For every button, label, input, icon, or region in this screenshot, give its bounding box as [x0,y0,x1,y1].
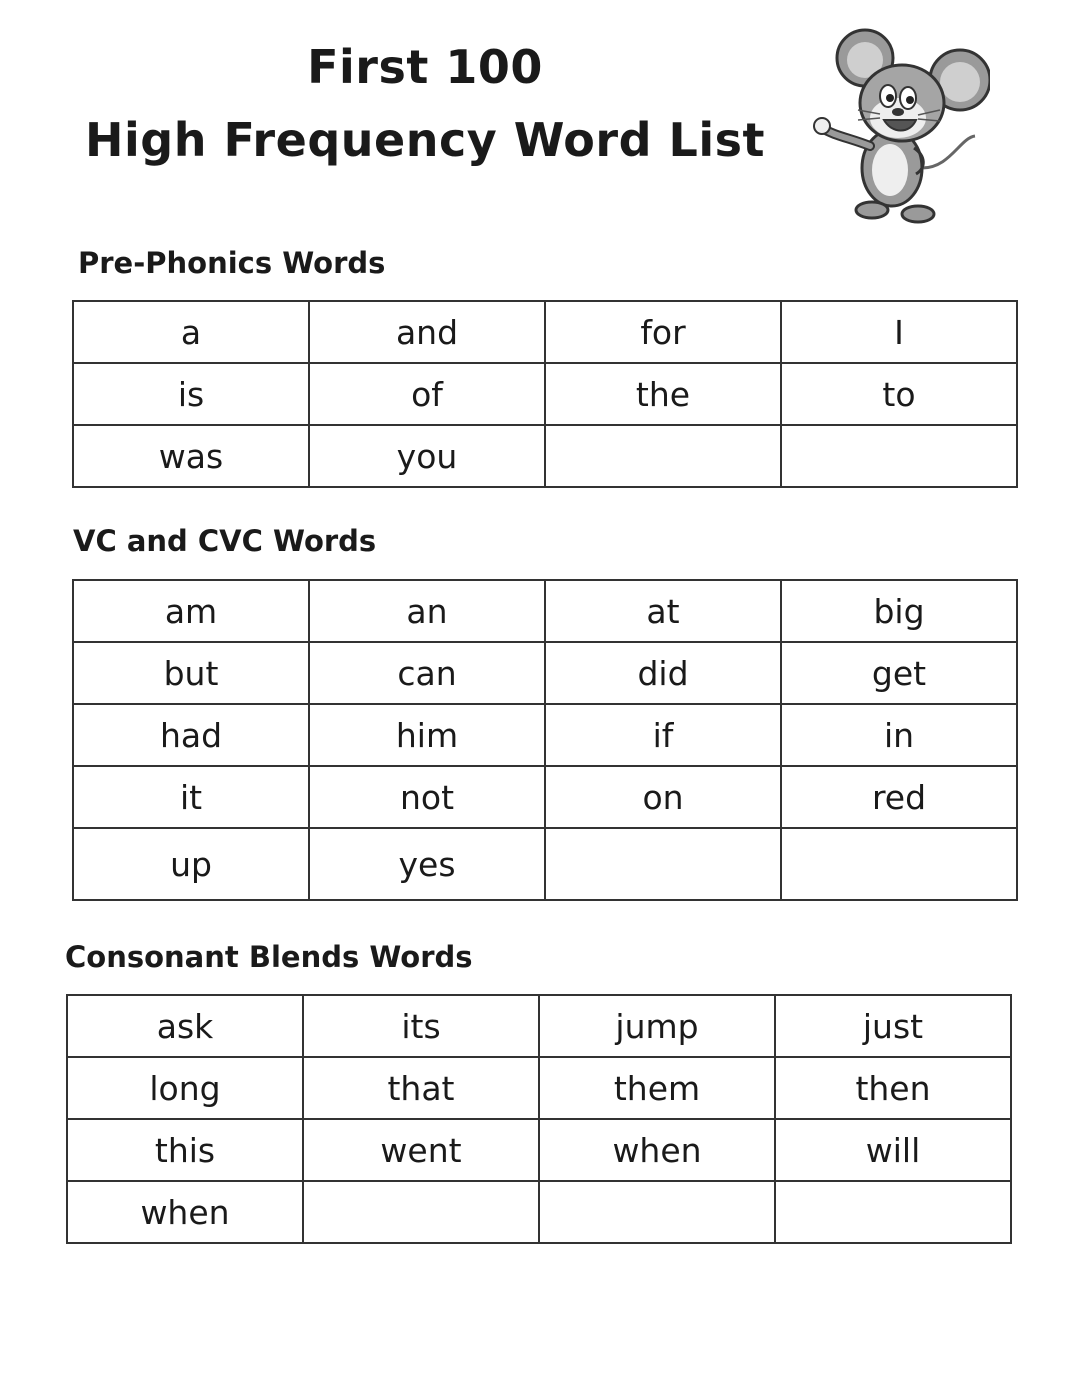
word-cell: went [303,1119,539,1181]
word-cell: up [73,828,309,900]
table-row [73,766,1017,828]
word-cell: a [73,301,309,363]
word-cell: when [539,1119,775,1181]
word-cell: them [539,1057,775,1119]
word-cell: had [73,704,309,766]
section-heading-vc-cvc: VC and CVC Words [73,524,377,558]
section-heading-consonant-blends: Consonant Blends Words [65,940,473,974]
word-table-pre-phonics [72,300,1018,488]
table-row [67,1057,1011,1119]
word-cell [545,828,781,900]
table-row [67,995,1011,1057]
word-cell: ask [67,995,303,1057]
page-title-line-2: High Frequency Word List [85,113,765,167]
word-cell: jump [539,995,775,1057]
word-cell: just [775,995,1011,1057]
word-table-vc-cvc [72,579,1018,901]
word-cell: the [545,363,781,425]
word-cell: in [781,704,1017,766]
word-cell [303,1181,539,1243]
word-cell: but [73,642,309,704]
word-cell: I [781,301,1017,363]
word-cell: long [67,1057,303,1119]
word-cell: its [303,995,539,1057]
section-heading-pre-phonics: Pre-Phonics Words [78,246,386,280]
word-cell: this [67,1119,303,1181]
word-cell [545,425,781,487]
word-cell [781,828,1017,900]
table-row [73,642,1017,704]
word-cell: of [309,363,545,425]
word-cell: then [775,1057,1011,1119]
word-cell: to [781,363,1017,425]
word-cell [781,425,1017,487]
page-title-line-1: First 100 [307,40,543,94]
word-cell: when [67,1181,303,1243]
word-cell: that [303,1057,539,1119]
word-cell: on [545,766,781,828]
word-cell: big [781,580,1017,642]
table-row [73,828,1017,900]
table-row [67,1181,1011,1243]
word-cell: not [309,766,545,828]
word-cell: for [545,301,781,363]
word-cell: red [781,766,1017,828]
word-cell [775,1181,1011,1243]
word-cell: you [309,425,545,487]
word-cell: an [309,580,545,642]
word-cell: was [73,425,309,487]
table-row [67,1119,1011,1181]
word-cell: at [545,580,781,642]
table-row [73,704,1017,766]
table-row [73,363,1017,425]
word-cell: can [309,642,545,704]
word-cell: am [73,580,309,642]
table-row [73,580,1017,642]
word-cell: if [545,704,781,766]
word-cell: get [781,642,1017,704]
table-row [73,425,1017,487]
word-cell: him [309,704,545,766]
mouse-mascot-icon [810,18,990,228]
word-cell [539,1181,775,1243]
word-cell: and [309,301,545,363]
table-row [73,301,1017,363]
word-cell: did [545,642,781,704]
word-cell: it [73,766,309,828]
word-cell: will [775,1119,1011,1181]
word-table-consonant-blends [66,994,1012,1244]
word-cell: is [73,363,309,425]
word-cell: yes [309,828,545,900]
